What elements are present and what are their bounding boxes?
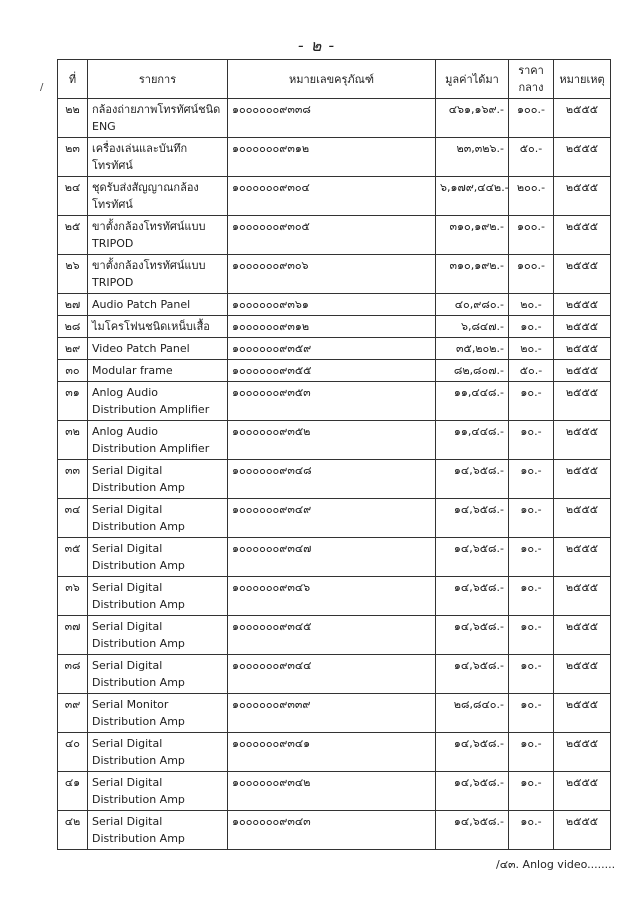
cell-code: ๑๐๐๐๐๐๐๙๓๓๙ xyxy=(228,694,436,733)
cell-value: ๑๑,๔๔๘.- xyxy=(436,382,509,421)
cell-item: Serial Digital Distribution Amp xyxy=(88,616,228,655)
cell-note: ๒๕๕๕ xyxy=(554,733,611,772)
cell-price: ๑๐.- xyxy=(509,577,554,616)
cell-item: Serial Digital Distribution Amp xyxy=(88,538,228,577)
table-row xyxy=(58,255,611,294)
cell-price: ๑๐.- xyxy=(509,460,554,499)
table-row xyxy=(58,772,611,811)
cell-value: ๑๔,๖๕๘.- xyxy=(436,811,509,850)
table-row xyxy=(58,216,611,255)
cell-value: ๑๔,๖๕๘.- xyxy=(436,655,509,694)
cell-no: ๓๖ xyxy=(58,577,88,616)
cell-code: ๑๐๐๐๐๐๐๙๓๔๗ xyxy=(228,538,436,577)
table-row xyxy=(58,460,611,499)
cell-note: ๒๕๕๕ xyxy=(554,294,611,316)
cell-no: ๒๖ xyxy=(58,255,88,294)
cell-code: ๑๐๐๐๐๐๐๙๓๕๓ xyxy=(228,382,436,421)
cell-no: ๒๕ xyxy=(58,216,88,255)
cell-value: ๔๖๑,๑๖๙.- xyxy=(436,99,509,138)
cell-price: ๕๐.- xyxy=(509,138,554,177)
cell-price: ๑๐.- xyxy=(509,655,554,694)
cell-code: ๑๐๐๐๐๐๐๙๓๐๔ xyxy=(228,177,436,216)
cell-note: ๒๕๕๕ xyxy=(554,694,611,733)
cell-code: ๑๐๐๐๐๐๐๙๓๐๖ xyxy=(228,255,436,294)
cell-item: ชุดรับส่งสัญญาณกล้องโทรทัศน์ xyxy=(88,177,228,216)
cell-item: ไมโครโฟนชนิดเหน็บเสื้อ xyxy=(88,316,228,338)
cell-price: ๑๐.- xyxy=(509,421,554,460)
margin-mark: / xyxy=(40,82,44,93)
cell-code: ๑๐๐๐๐๐๐๙๓๕๕ xyxy=(228,360,436,382)
table-row xyxy=(58,338,611,360)
cell-item: Serial Digital Distribution Amp xyxy=(88,655,228,694)
cell-price: ๑๐๐.- xyxy=(509,255,554,294)
table-row xyxy=(58,360,611,382)
cell-item: ขาตั้งกล้องโทรทัศน์แบบ TRIPOD xyxy=(88,255,228,294)
cell-note: ๒๕๕๕ xyxy=(554,338,611,360)
page-number: - ๒ - xyxy=(297,36,336,55)
cell-code: ๑๐๐๐๐๐๐๙๓๕๒ xyxy=(228,421,436,460)
cell-item: Anlog Audio Distribution Amplifier xyxy=(88,382,228,421)
cell-no: ๒๒ xyxy=(58,99,88,138)
cell-code: ๑๐๐๐๐๐๐๙๓๓๘ xyxy=(228,99,436,138)
header-item: รายการ xyxy=(88,60,228,99)
cell-item: Serial Digital Distribution Amp xyxy=(88,772,228,811)
cell-price: ๑๐๐.- xyxy=(509,216,554,255)
cell-no: ๒๙ xyxy=(58,338,88,360)
table-header-row xyxy=(58,60,611,99)
cell-no: ๓๒ xyxy=(58,421,88,460)
cell-note: ๒๕๕๕ xyxy=(554,138,611,177)
cell-value: ๑๔,๖๕๘.- xyxy=(436,772,509,811)
cell-no: ๓๙ xyxy=(58,694,88,733)
cell-value: ๔๐,๙๘๐.- xyxy=(436,294,509,316)
cell-note: ๒๕๕๕ xyxy=(554,382,611,421)
cell-no: ๓๐ xyxy=(58,360,88,382)
cell-note: ๒๕๕๕ xyxy=(554,499,611,538)
cell-no: ๔๑ xyxy=(58,772,88,811)
table-row xyxy=(58,316,611,338)
cell-code: ๑๐๐๐๐๐๐๙๓๔๒ xyxy=(228,772,436,811)
cell-code: ๑๐๐๐๐๐๐๙๓๑๒ xyxy=(228,316,436,338)
cell-code: ๑๐๐๐๐๐๐๙๓๖๑ xyxy=(228,294,436,316)
cell-value: ๘๒,๘๐๗.- xyxy=(436,360,509,382)
cell-no: ๔๒ xyxy=(58,811,88,850)
cell-value: ๑๑,๔๔๘.- xyxy=(436,421,509,460)
header-code: หมายเลขครุภัณฑ์ xyxy=(228,60,436,99)
table-row xyxy=(58,421,611,460)
cell-price: ๑๐.- xyxy=(509,316,554,338)
cell-item: Serial Digital Distribution Amp xyxy=(88,733,228,772)
cell-code: ๑๐๐๐๐๐๐๙๓๑๒ xyxy=(228,138,436,177)
cell-value: ๑๔,๖๕๘.- xyxy=(436,616,509,655)
cell-item: Serial Digital Distribution Amp xyxy=(88,811,228,850)
cell-value: ๒๘,๘๔๐.- xyxy=(436,694,509,733)
cell-note: ๒๕๕๕ xyxy=(554,316,611,338)
cell-price: ๑๐๐.- xyxy=(509,99,554,138)
cell-note: ๒๕๕๕ xyxy=(554,772,611,811)
cell-price: ๑๐.- xyxy=(509,811,554,850)
table-row xyxy=(58,138,611,177)
cell-no: ๓๗ xyxy=(58,616,88,655)
table-row xyxy=(58,811,611,850)
header-no: ที่ xyxy=(58,60,88,99)
cell-item: Anlog Audio Distribution Amplifier xyxy=(88,421,228,460)
table-row xyxy=(58,177,611,216)
cell-no: ๒๗ xyxy=(58,294,88,316)
cell-no: ๓๕ xyxy=(58,538,88,577)
cell-price: ๕๐.- xyxy=(509,360,554,382)
inventory-table xyxy=(57,59,611,850)
cell-code: ๑๐๐๐๐๐๐๙๓๔๘ xyxy=(228,460,436,499)
table-row xyxy=(58,294,611,316)
continuation-note: /๔๓. Anlog video........ xyxy=(496,858,616,871)
cell-item: Audio Patch Panel xyxy=(88,294,228,316)
cell-no: ๓๓ xyxy=(58,460,88,499)
cell-code: ๑๐๐๐๐๐๐๙๓๔๕ xyxy=(228,616,436,655)
cell-note: ๒๕๕๕ xyxy=(554,460,611,499)
cell-item: Modular frame xyxy=(88,360,228,382)
table-row xyxy=(58,538,611,577)
cell-value: ๑๔,๖๕๘.- xyxy=(436,538,509,577)
table-row xyxy=(58,577,611,616)
cell-note: ๒๕๕๕ xyxy=(554,811,611,850)
cell-no: ๓๘ xyxy=(58,655,88,694)
table-row xyxy=(58,655,611,694)
cell-price: ๑๐.- xyxy=(509,382,554,421)
cell-value: ๑๔,๖๕๘.- xyxy=(436,577,509,616)
cell-note: ๒๕๕๕ xyxy=(554,538,611,577)
cell-item: เครื่องเล่นและบันทึกโทรทัศน์ xyxy=(88,138,228,177)
header-price: ราคากลาง xyxy=(509,60,554,99)
cell-note: ๒๕๕๕ xyxy=(554,99,611,138)
table-row xyxy=(58,99,611,138)
cell-note: ๒๕๕๕ xyxy=(554,655,611,694)
cell-note: ๒๕๕๕ xyxy=(554,360,611,382)
cell-value: ๑๔,๖๕๘.- xyxy=(436,733,509,772)
cell-price: ๑๐.- xyxy=(509,772,554,811)
table-row xyxy=(58,616,611,655)
table-row xyxy=(58,499,611,538)
table-row xyxy=(58,382,611,421)
cell-value: ๓๑๐,๑๙๒.- xyxy=(436,216,509,255)
cell-item: Serial Digital Distribution Amp xyxy=(88,577,228,616)
table-row xyxy=(58,733,611,772)
cell-item: ขาตั้งกล้องโทรทัศน์แบบ TRIPOD xyxy=(88,216,228,255)
cell-item: กล้องถ่ายภาพโทรทัศน์ชนิด ENG xyxy=(88,99,228,138)
cell-code: ๑๐๐๐๐๐๐๙๓๔๔ xyxy=(228,655,436,694)
cell-note: ๒๕๕๕ xyxy=(554,177,611,216)
cell-note: ๒๕๕๕ xyxy=(554,216,611,255)
cell-code: ๑๐๐๐๐๐๐๙๓๔๓ xyxy=(228,811,436,850)
header-value: มูลค่าได้มา xyxy=(436,60,509,99)
cell-no: ๒๔ xyxy=(58,177,88,216)
cell-no: ๓๔ xyxy=(58,499,88,538)
cell-value: ๖,๑๗๙,๔๔๒.- xyxy=(436,177,509,216)
cell-item: Video Patch Panel xyxy=(88,338,228,360)
cell-item: Serial Digital Distribution Amp xyxy=(88,460,228,499)
cell-price: ๒๐.- xyxy=(509,294,554,316)
cell-item: Serial Monitor Distribution Amp xyxy=(88,694,228,733)
cell-value: ๑๔,๖๕๘.- xyxy=(436,499,509,538)
cell-value: ๓๑๐,๑๙๒.- xyxy=(436,255,509,294)
cell-no: ๓๑ xyxy=(58,382,88,421)
cell-price: ๑๐.- xyxy=(509,538,554,577)
cell-price: ๒๐.- xyxy=(509,338,554,360)
cell-no: ๔๐ xyxy=(58,733,88,772)
cell-no: ๒๓ xyxy=(58,138,88,177)
cell-note: ๒๕๕๕ xyxy=(554,421,611,460)
cell-value: ๓๕,๒๐๒.- xyxy=(436,338,509,360)
cell-price: ๑๐.- xyxy=(509,733,554,772)
cell-code: ๑๐๐๐๐๐๐๙๓๔๑ xyxy=(228,733,436,772)
cell-code: ๑๐๐๐๐๐๐๙๓๕๙ xyxy=(228,338,436,360)
header-note: หมายเหตุ xyxy=(554,60,611,99)
table-row xyxy=(58,694,611,733)
cell-value: ๑๔,๖๕๘.- xyxy=(436,460,509,499)
cell-note: ๒๕๕๕ xyxy=(554,616,611,655)
cell-note: ๒๕๕๕ xyxy=(554,255,611,294)
cell-value: ๖,๘๔๗.- xyxy=(436,316,509,338)
cell-code: ๑๐๐๐๐๐๐๙๓๐๕ xyxy=(228,216,436,255)
cell-price: ๑๐.- xyxy=(509,616,554,655)
cell-item: Serial Digital Distribution Amp xyxy=(88,499,228,538)
cell-no: ๒๘ xyxy=(58,316,88,338)
cell-note: ๒๕๕๕ xyxy=(554,577,611,616)
cell-code: ๑๐๐๐๐๐๐๙๓๔๖ xyxy=(228,577,436,616)
cell-price: ๒๐๐.- xyxy=(509,177,554,216)
cell-price: ๑๐.- xyxy=(509,694,554,733)
cell-price: ๑๐.- xyxy=(509,499,554,538)
cell-code: ๑๐๐๐๐๐๐๙๓๔๙ xyxy=(228,499,436,538)
cell-value: ๒๓,๓๒๖.- xyxy=(436,138,509,177)
